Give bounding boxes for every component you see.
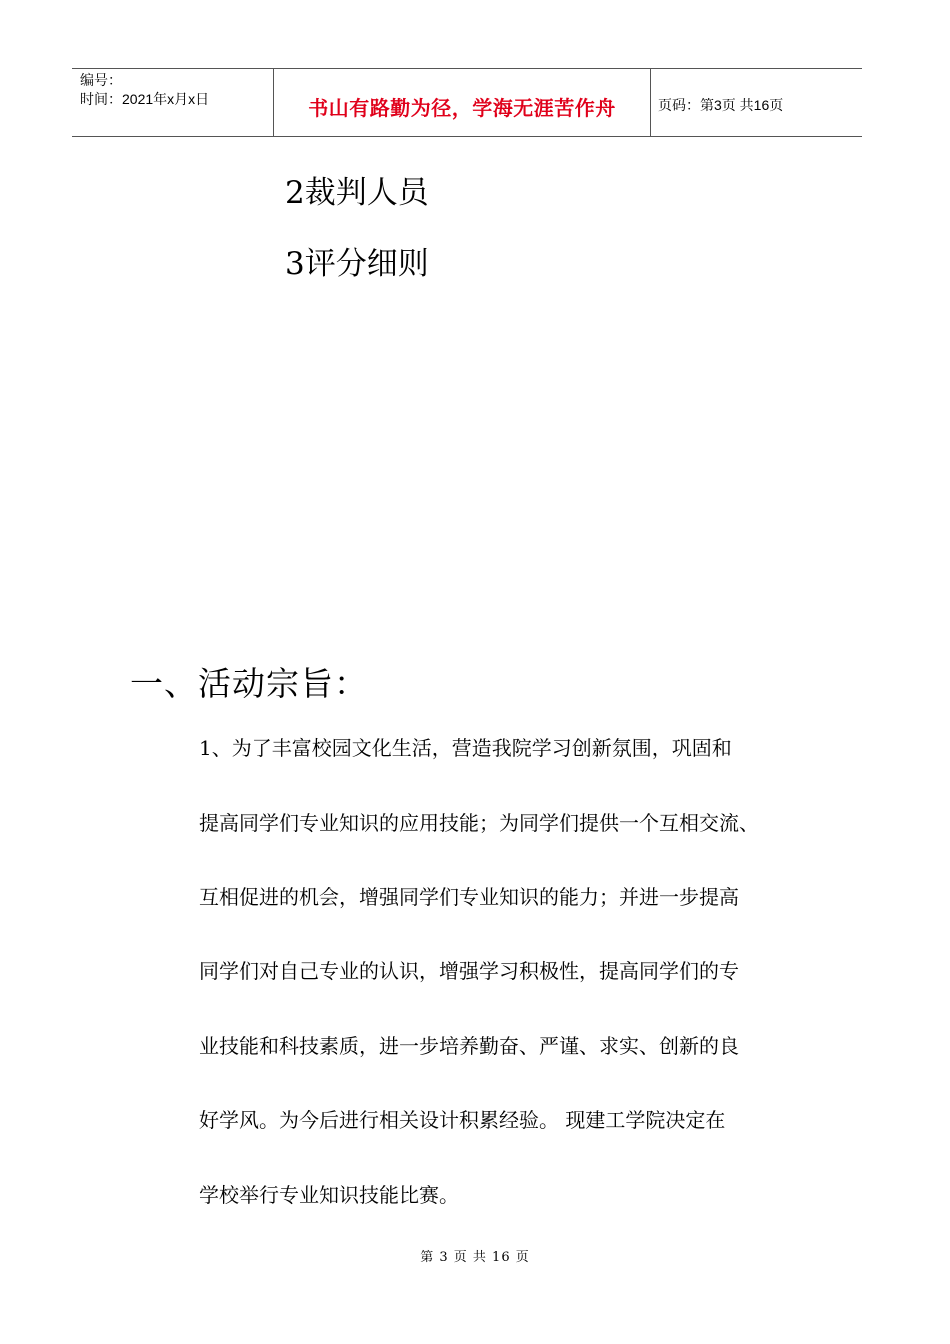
header-motto: 书山有路勤为径，学海无涯苦作舟	[308, 96, 616, 120]
paragraph-line: 互相促进的机会，增强同学们专业知识的能力；并进一步提高	[199, 885, 739, 909]
paragraph-line: 学校举行专业知识技能比赛。	[199, 1183, 459, 1207]
header-page-cell	[650, 69, 862, 136]
page-header	[72, 68, 862, 137]
paragraph-line: 业技能和科技素质，进一步培养勤奋、严谨、求实、创新的良	[199, 1034, 739, 1058]
header-motto-cell	[273, 69, 651, 136]
paragraph-line: 同学们对自己专业的认识，增强学习积极性，提高同学们的专	[199, 959, 739, 983]
document-number-label: 编号：	[80, 72, 122, 88]
paragraph-line: 提高同学们专业知识的应用技能；为同学们提供一个互相交流、	[199, 811, 759, 835]
toc-item-scoring-rules: 3评分细则	[285, 246, 429, 282]
header-meta-cell	[72, 69, 272, 136]
document-time-label: 时间：2021年x月x日	[80, 91, 210, 107]
paragraph-line: 1、为了丰富校园文化生活，营造我院学习创新氛围，巩固和	[199, 736, 732, 760]
page-footer: 第 3 页 共 16 页	[420, 1250, 530, 1265]
toc-item-referees: 2裁判人员	[285, 175, 429, 211]
section-title: 一、活动宗旨：	[130, 664, 368, 703]
header-page-info: 页码：第3页 共16页	[658, 97, 784, 113]
paragraph-line: 好学风。为今后进行相关设计积累经验。 现建工学院决定在	[199, 1108, 726, 1132]
